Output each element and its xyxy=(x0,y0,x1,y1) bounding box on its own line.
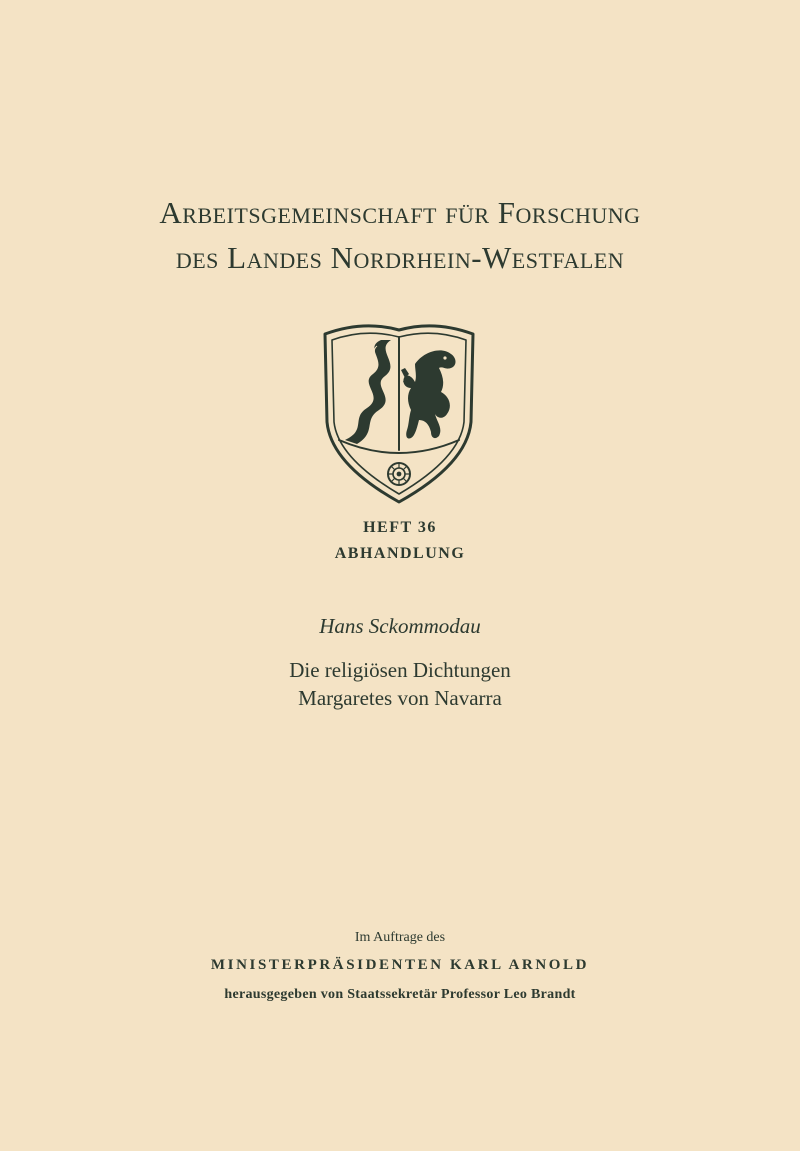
book-title-line-1: Die religiösen Dichtungen xyxy=(289,658,511,682)
series-title-line-1: Arbeitsgemeinschaft für Forschung xyxy=(159,195,641,230)
commission-intro: Im Auftrage des xyxy=(354,930,446,945)
commission-editor: herausgegeben von Staatssekretär Professor Leo Brandt xyxy=(224,987,576,1002)
book-title-line-2: Margaretes von Navarra xyxy=(298,686,502,710)
heft-type: ABHANDLUNG xyxy=(334,545,466,562)
author-name: Hans Sckommodau xyxy=(319,614,481,638)
series-title-line-2: des Landes Nordrhein-Westfalen xyxy=(175,240,625,275)
heft-number: HEFT 36 xyxy=(363,519,437,536)
commission-minister: MINISTERPRÄSIDENTEN KARL ARNOLD xyxy=(210,957,590,973)
coat-of-arms-icon xyxy=(319,318,479,504)
